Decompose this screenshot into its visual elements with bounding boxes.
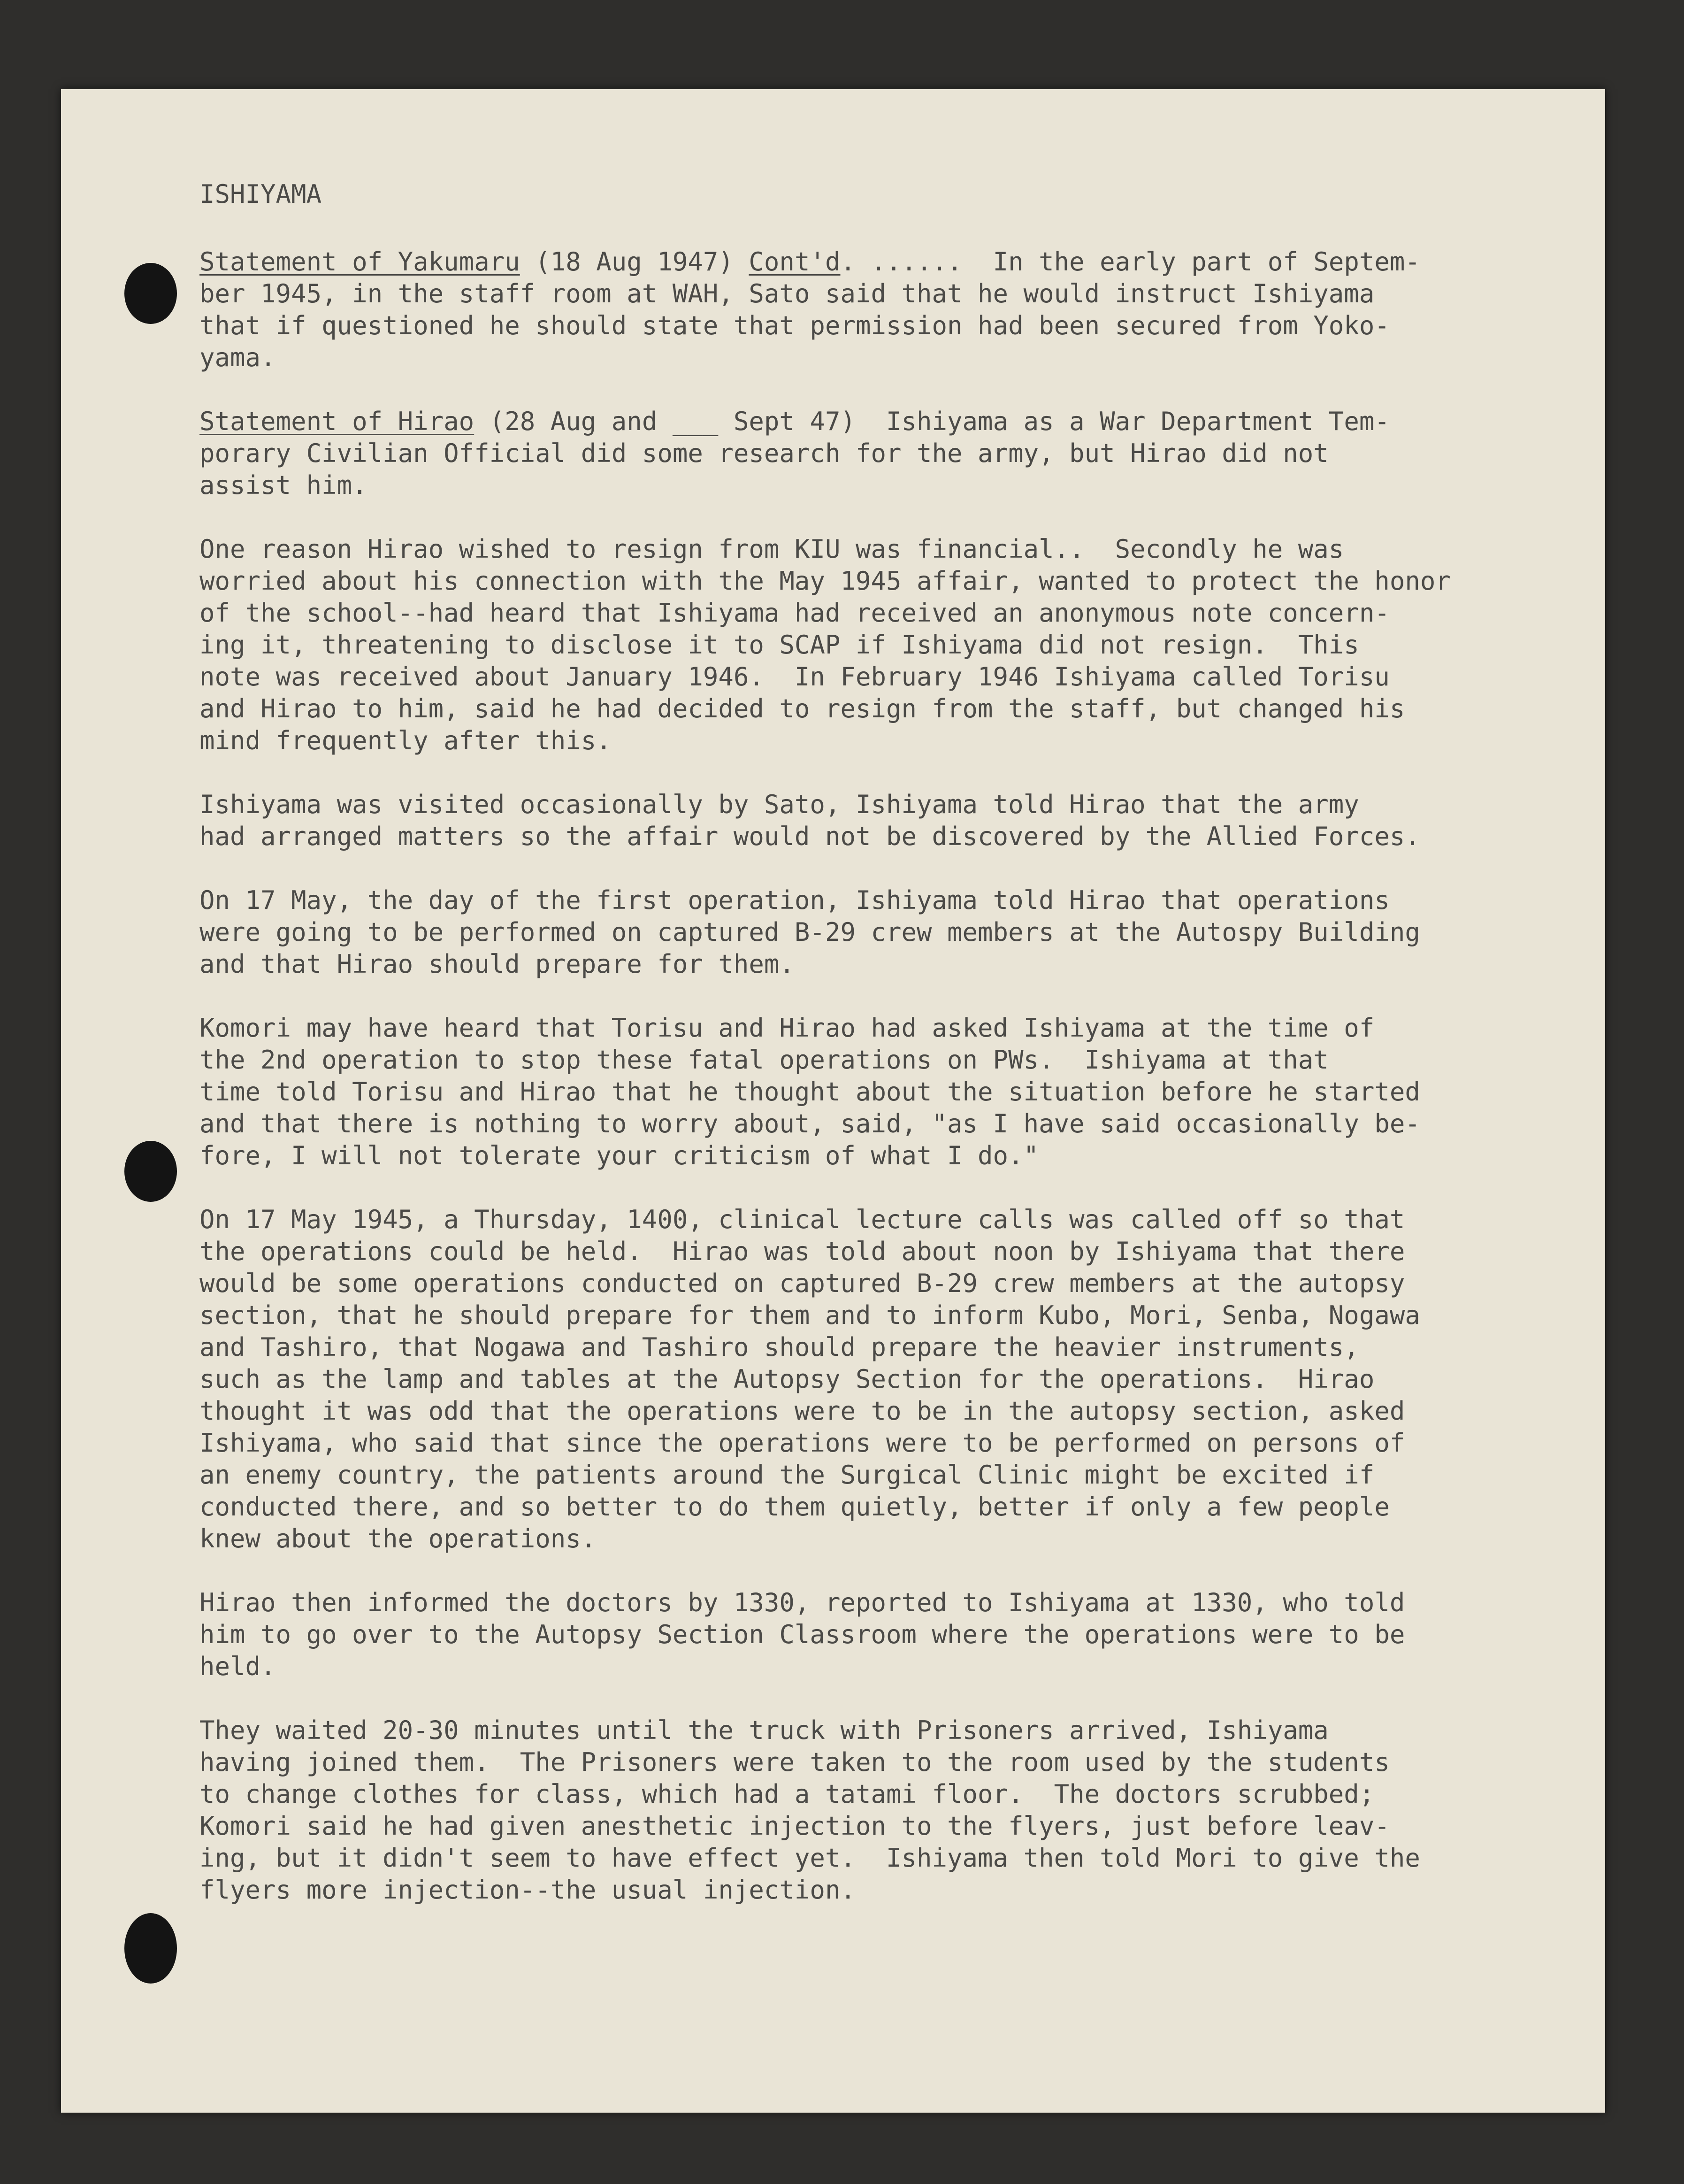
paragraph-hirao-statement [199,406,1589,501]
line-text: having joined them. The Prisoners were taken to the room used by the students [199,1747,1390,1777]
line-text: would be some operations conducted on captured B-29 crew members at the autopsy [199,1269,1405,1298]
continued-label: Cont'd [749,247,841,277]
line-text: note was received about January 1946. In February 1946 Ishiyama called Torisu [199,662,1390,692]
line-text: On 17 May 1945, a Thursday, 1400, clinical lecture calls was called off so that [199,1205,1405,1234]
line-text: mind frequently after this. [199,726,612,755]
line-text: were going to be performed on captured B-29 crew members at the Autospy Building [199,917,1420,947]
line-text: had arranged matters so the affair would not be discovered by the Allied Forces. [199,822,1420,851]
line-text: (28 Aug and ___ Sept 47) Ishiyama as a War Department Tem- [474,407,1390,436]
punch-hole-middle [124,1141,177,1202]
statement-title: Statement of Yakumaru [199,247,520,277]
line-text: knew about the operations. [199,1524,597,1553]
line-text: that if questioned he should state that permission had been secured from Yoko- [199,311,1390,340]
statement-date: (18 Aug 1947) [520,247,749,277]
line-text: ing it, threatening to disclose it to SCAP if Ishiyama did not resign. This [199,630,1359,660]
line-text: ber 1945, in the staff room at WAH, Sato said that he would instruct Ishiyama [199,279,1375,308]
line-text: fore, I will not tolerate your criticism of what I do." [199,1141,1039,1170]
line-text: assist him. [199,470,367,500]
line-text: and Hirao to him, said he had decided to resign from the staff, but changed his [199,694,1405,723]
paragraph-prisoners-arrived [199,1715,1589,1906]
line-text: time told Torisu and Hirao that he thought about the situation before he started [199,1077,1420,1107]
line-text: Komori may have heard that Torisu and Hirao had asked Ishiyama at the time of [199,1013,1375,1043]
line-text: him to go over to the Autopsy Section Classroom where the operations were to be [199,1620,1405,1649]
line-text: conducted there, and so better to do them quietly, better if only a few people [199,1492,1390,1522]
line-text: held. [199,1652,276,1681]
line-text: to change clothes for class, which had a tatami floor. The doctors scrubbed; [199,1779,1375,1809]
line-text: porary Civilian Official did some research for the army, but Hirao did not [199,438,1329,468]
line-text: yama. [199,343,276,372]
line-text: They waited 20-30 minutes until the truck with Prisoners arrived, Ishiyama [199,1715,1329,1745]
line-text: an enemy country, the patients around the Surgical Clinic might be excited if [199,1460,1375,1490]
punch-hole-bottom [124,1913,177,1984]
line-text: ing, but it didn't seem to have effect yet. Ishiyama then told Mori to give the [199,1843,1420,1873]
paragraph-doctors-informed [199,1587,1589,1683]
punch-hole-top [124,263,177,324]
page-header: ISHIYAMA [199,179,322,209]
line-text: . ...... In the early part of Septem- [840,247,1420,277]
document-body [199,178,1589,1938]
paragraph-komori [199,1012,1589,1172]
paragraph-resign-reason [199,533,1589,757]
line-text: and Tashiro, that Nogawa and Tashiro should prepare the heavier instruments, [199,1332,1359,1362]
paragraph-17-may-1945 [199,1204,1589,1555]
line-text: flyers more injection--the usual injection. [199,1875,856,1905]
line-text: Komori said he had given anesthetic injection to the flyers, just before leav- [199,1811,1390,1841]
line-text: and that there is nothing to worry about, said, "as I have said occasionally be- [199,1109,1420,1138]
paragraph-sato-visit [199,789,1589,853]
statement-title: Statement of Hirao [199,407,475,436]
paragraph-first-operation [199,884,1589,980]
line-text: On 17 May, the day of the first operation, Ishiyama told Hirao that operations [199,885,1390,915]
paragraph-yakumaru [199,246,1589,374]
line-text: Ishiyama was visited occasionally by Sato, Ishiyama told Hirao that the army [199,790,1359,819]
line-text: and that Hirao should prepare for them. [199,949,795,979]
line-text: worried about his connection with the May 1945 affair, wanted to protect the honor [199,566,1451,596]
line-text: the operations could be held. Hirao was told about noon by Ishiyama that there [199,1237,1405,1266]
line-text: Ishiyama, who said that since the operations were to be performed on persons of [199,1428,1405,1458]
line-text: One reason Hirao wished to resign from KIU was financial.. Secondly he was [199,534,1344,564]
line-text: of the school--had heard that Ishiyama had received an anonymous note concern- [199,598,1390,628]
line-text: thought it was odd that the operations were to be in the autopsy section, asked [199,1396,1405,1426]
line-text: the 2nd operation to stop these fatal operations on PWs. Ishiyama at that [199,1045,1329,1075]
line-text: Hirao then informed the doctors by 1330, reported to Ishiyama at 1330, who told [199,1588,1405,1617]
line-text: such as the lamp and tables at the Autopsy Section for the operations. Hirao [199,1364,1375,1394]
line-text: section, that he should prepare for them and to inform Kubo, Mori, Senba, Nogawa [199,1300,1420,1330]
